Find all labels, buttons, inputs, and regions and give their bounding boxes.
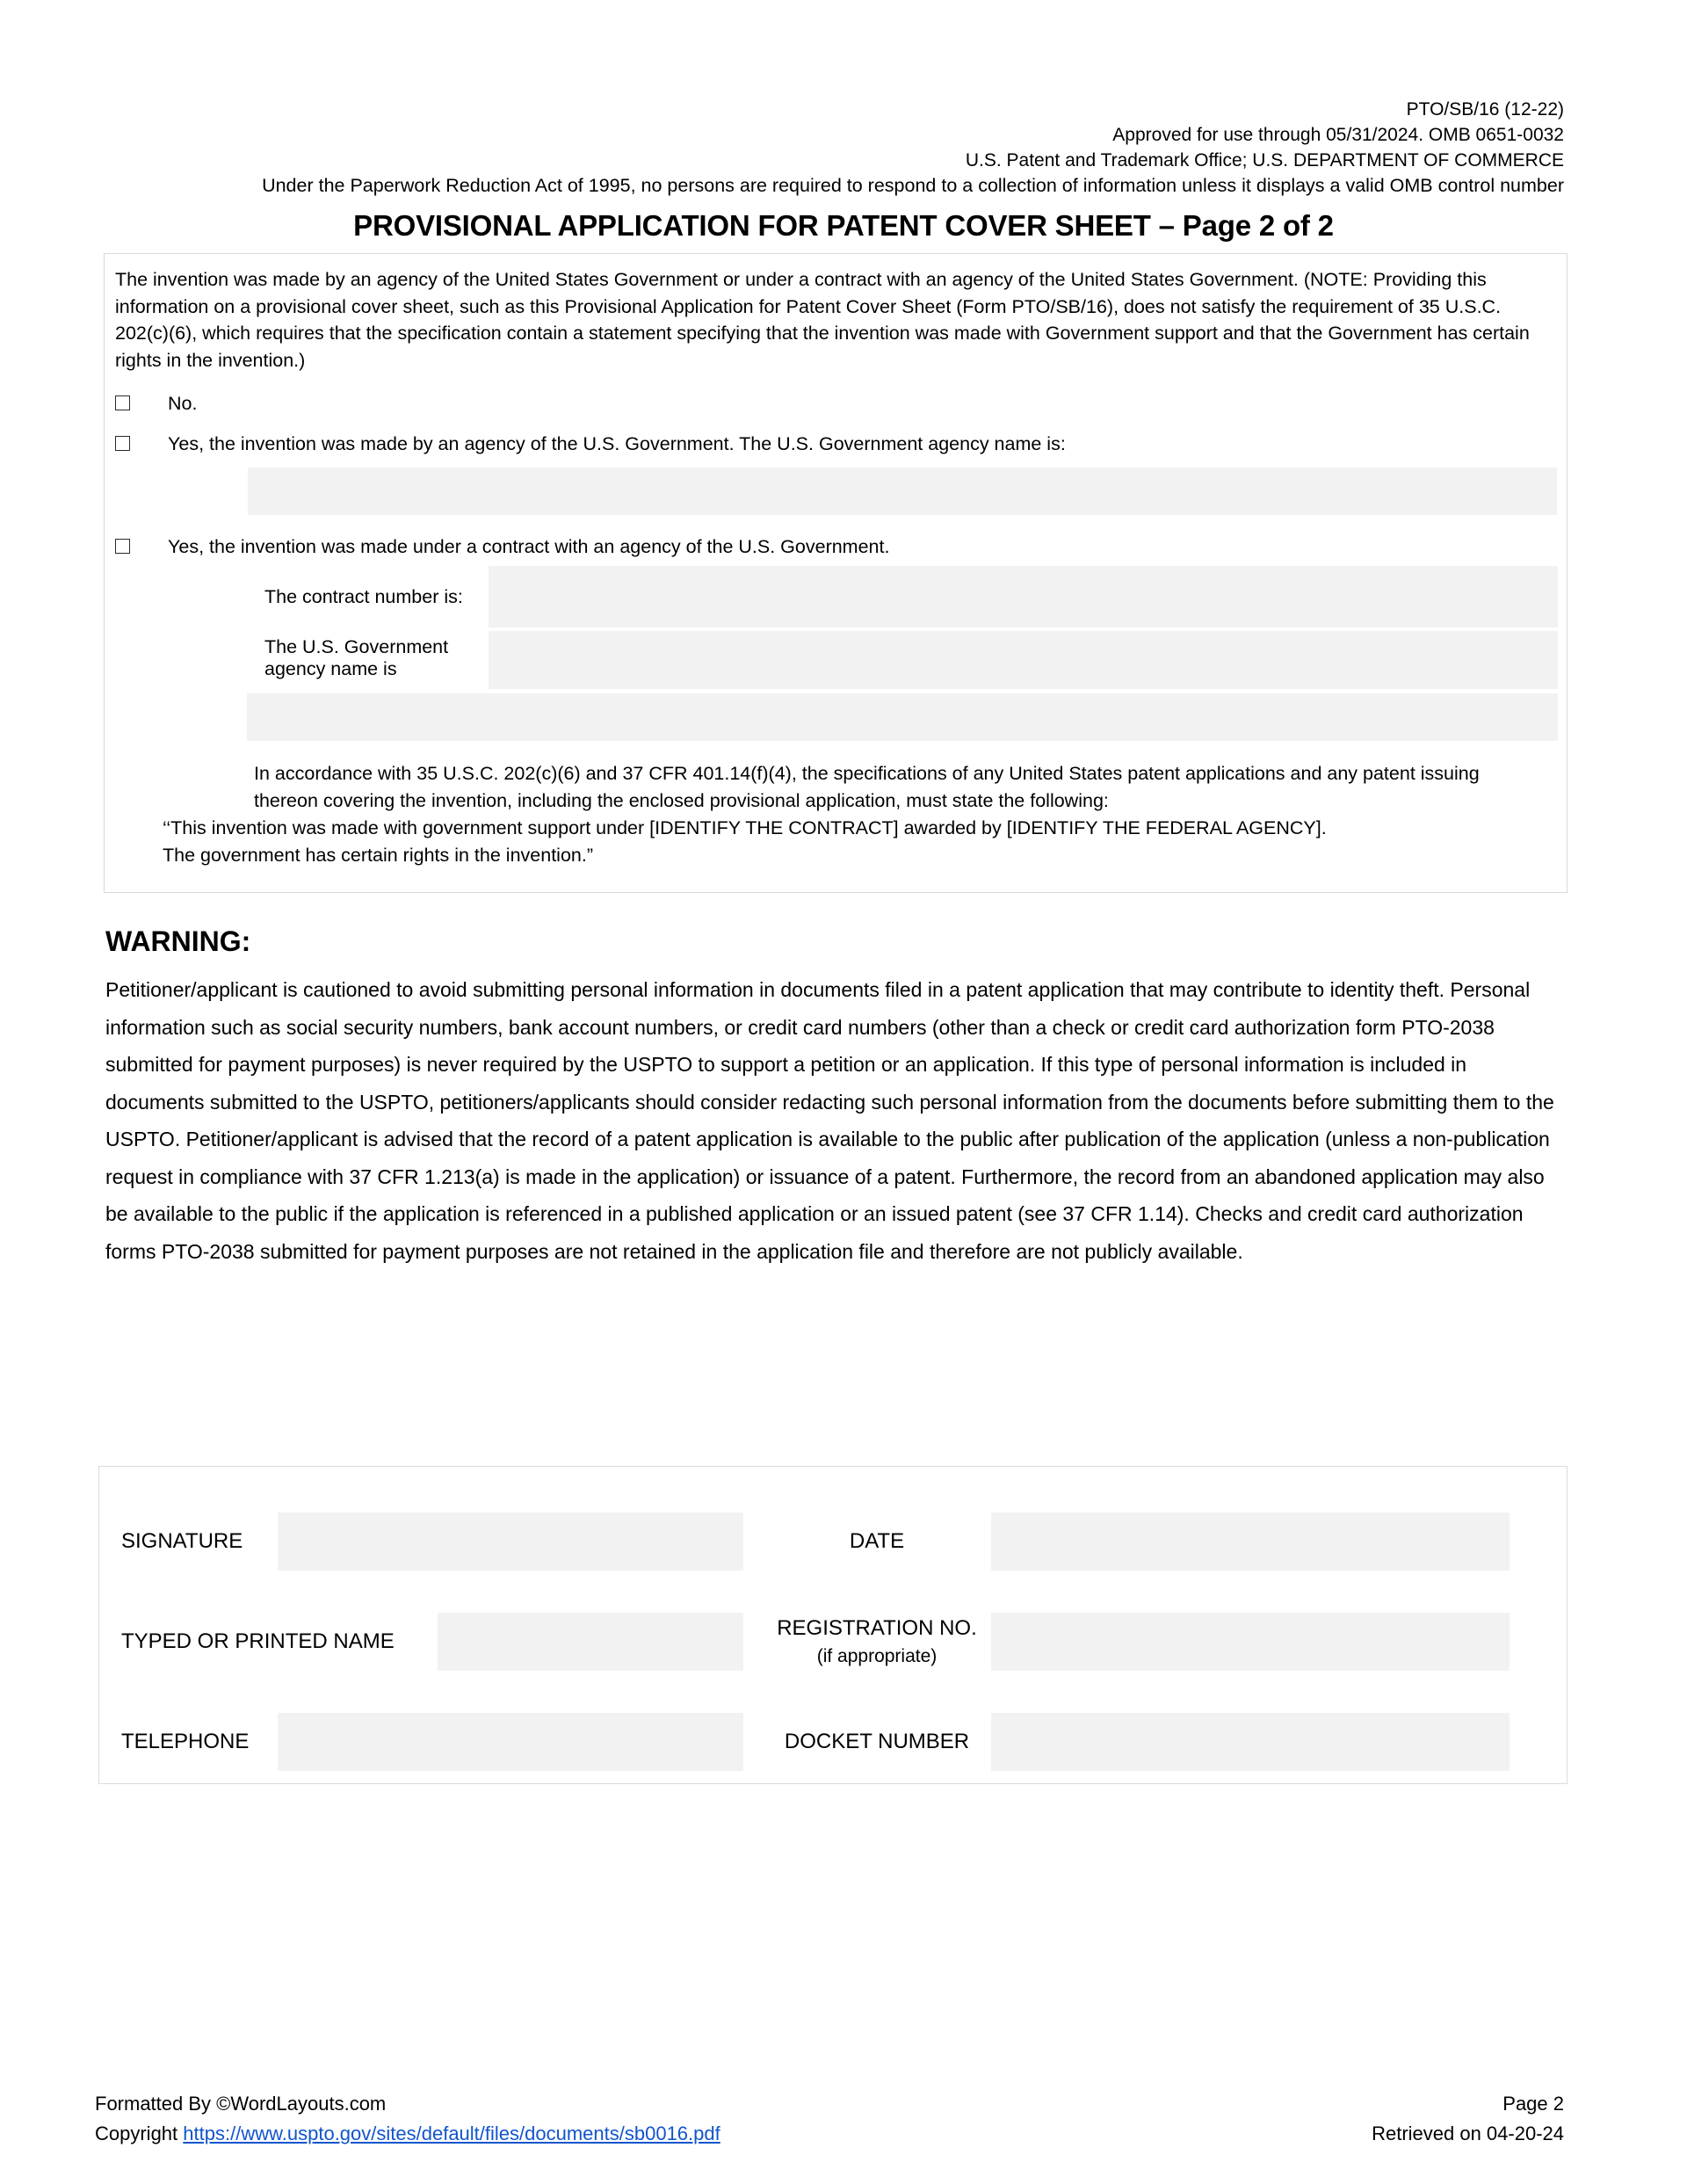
page-number: Page 2	[1502, 2093, 1564, 2115]
registration-cell	[754, 1592, 1510, 1692]
agency-name-input[interactable]	[248, 468, 1557, 515]
retrieved-date: Retrieved on 04-20-24	[1372, 2122, 1564, 2144]
contract-agency-input-overflow[interactable]	[247, 693, 1558, 741]
paperwork-reduction-notice: Under the Paperwork Reduction Act of 1995, no persons are required to respond to a collection of information unless it displays a valid OMB control number	[262, 175, 1564, 196]
form-number: PTO/SB/16 (12-22)	[1406, 99, 1564, 120]
printed-name-input[interactable]	[438, 1613, 743, 1671]
checkbox-yes-contract-label: Yes, the invention was made under a contract with an agency of the U.S. Government.	[168, 536, 890, 557]
docket-input[interactable]	[991, 1713, 1510, 1771]
checkbox-yes-agency[interactable]	[115, 436, 130, 451]
option-row-yes-agency[interactable]	[105, 432, 1567, 456]
uspto-source-link[interactable]: https://www.uspto.gov/sites/default/files/documents/sb0016.pdf	[183, 2122, 720, 2144]
date-input[interactable]	[991, 1513, 1510, 1571]
government-interest-box	[104, 253, 1568, 893]
accordance-quote-line-2: The government has certain rights in the invention.”	[163, 845, 593, 866]
government-intro-text: The invention was made by an agency of the United States Government or under a contract with an agency of the United States Government. (NOTE: Providing this information on a provisional cover sheet, such as this Provisional Application for Patent Cover Sheet (Form PTO/SB/16), does not satisfy the requirement of 35 U.S.C. 202(c)(6), which requires that the specification contain a statement specifying that the invention was made with Government support and that the Government has certain rights in the invention.)	[115, 269, 1530, 371]
date-cell	[754, 1491, 1510, 1592]
checkbox-yes-contract[interactable]	[115, 539, 130, 554]
contract-agency-row	[115, 628, 1567, 689]
signature-cell	[99, 1491, 754, 1592]
telephone-cell	[99, 1692, 754, 1792]
printed-name-row	[99, 1592, 1567, 1692]
printed-name-label: TYPED OR PRINTED NAME	[121, 1629, 395, 1653]
contract-number-input[interactable]	[489, 566, 1558, 628]
contract-number-row	[115, 566, 1567, 628]
registration-label-group	[763, 1616, 991, 1667]
contract-agency-input[interactable]	[489, 631, 1558, 689]
accordance-quote-line-1: ‘‘This invention was made with government support under [IDENTIFY THE CONTRACT] awarded by [IDENTIFY THE FEDERAL AGENCY].	[163, 817, 1327, 838]
page-title: PROVISIONAL APPLICATION FOR PATENT COVER SHEET – Page 2 of 2	[353, 209, 1334, 242]
telephone-row	[99, 1692, 1567, 1792]
signature-label: SIGNATURE	[121, 1529, 243, 1553]
registration-input[interactable]	[991, 1613, 1510, 1671]
docket-cell	[754, 1692, 1510, 1792]
signature-row	[99, 1491, 1567, 1592]
footer-right	[1372, 2089, 1564, 2149]
printed-name-cell	[99, 1592, 754, 1692]
signature-input[interactable]	[278, 1513, 743, 1571]
footer-left	[95, 2089, 720, 2149]
copyright-line	[95, 2119, 720, 2149]
date-label: DATE	[849, 1529, 905, 1553]
accordance-text: In accordance with 35 U.S.C. 202(c)(6) and 37 CFR 401.14(f)(4), the specifications of any United States patent applications and any patent issuing thereon covering the invention, including the enclosed provisional application, must state the following:	[254, 763, 1480, 811]
warning-heading: WARNING:	[105, 925, 251, 957]
checkbox-yes-agency-label: Yes, the invention was made by an agency of the U.S. Government. The U.S. Government agency name is:	[168, 433, 1066, 454]
signature-block	[98, 1466, 1568, 1784]
approval-notice: Approved for use through 05/31/2024. OMB 0651-0032	[1112, 125, 1564, 145]
option-row-no[interactable]	[105, 391, 1567, 416]
copyright-label: Copyright	[95, 2122, 178, 2144]
office-notice: U.S. Patent and Trademark Office; U.S. DEPARTMENT OF COMMERCE	[965, 150, 1564, 171]
telephone-label: TELEPHONE	[121, 1730, 250, 1753]
docket-label: DOCKET NUMBER	[784, 1730, 970, 1753]
formatted-by-text: Formatted By ©WordLayouts.com	[95, 2093, 387, 2115]
registration-label: REGISTRATION NO.	[777, 1616, 977, 1640]
checkbox-no[interactable]	[115, 395, 130, 410]
warning-body-text: Petitioner/applicant is cautioned to avoid submitting personal information in documents filed in a patent application that may contribute to identity theft. Personal information such as social security numbers, bank account numbers, or credit card numbers (other than a check or credit card authorization form PTO-2038 submitted for payment purposes) is never required by the USPTO to support a petition or an application. If this type of personal information is included in documents submitted to the USPTO, petitioners/applicants should consider redacting such personal information from the documents before submitting them to the USPTO. Petitioner/applicant is advised that the record of a patent application is available to the public after publication of the application (unless a non-publication request in compliance with 37 CFR 1.213(a) is made in the application) or issuance of a patent. Furthermore, the record from an abandoned application may also be available to the public if the application is referenced in a published application or an issued patent (see 37 CFR 1.14). Checks and credit card authorization forms PTO-2038 submitted for payment purposes are not retained in the application file and therefore are not publicly available.	[105, 978, 1554, 1263]
checkbox-no-label: No.	[168, 393, 198, 414]
telephone-input[interactable]	[278, 1713, 743, 1771]
box-bottom-spacer	[105, 869, 1567, 892]
contract-agency-label: The U.S. Government agency name is	[264, 636, 449, 679]
registration-sublabel: (if appropriate)	[816, 1646, 938, 1666]
option-row-yes-contract[interactable]	[105, 534, 1567, 559]
contract-number-label: The contract number is:	[264, 585, 463, 607]
contract-details-grid	[105, 566, 1567, 689]
